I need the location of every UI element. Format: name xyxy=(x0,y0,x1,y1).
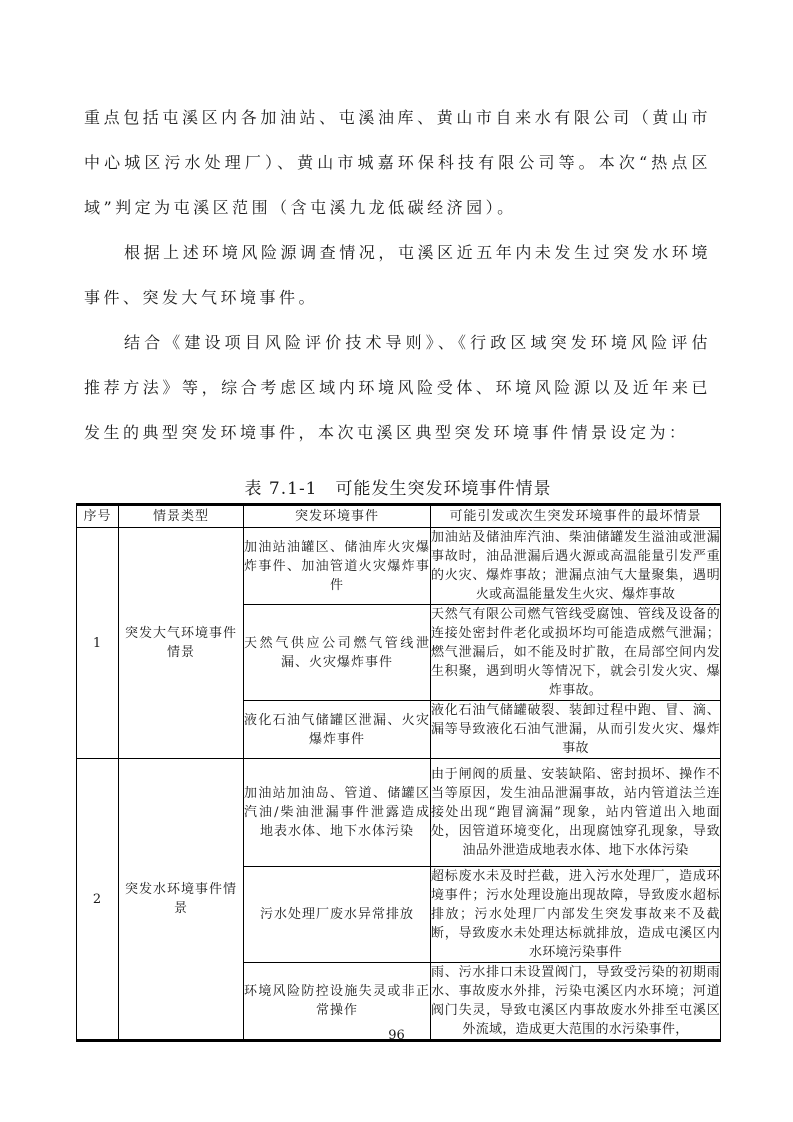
worst-case-cell: 天然气有限公司燃气管线受腐蚀、管线及设备的连接处密封件老化或损坏均可能造成燃气泄漏； 燃气泄漏后，如不能及时扩散，在局部空间内发生积聚，遇到明火等情况下，就会引发火灾、爆炸事故。 xyxy=(431,605,721,701)
worst-case-cell: 雨、污水排口未设置阀门，导致受污染的初期雨水、事故废水外排，污染屯溪区内水环境；河道阀门失灵，导致屯溪区内事故废水外排至屯溪区外流域，造成更大范围的水污染事件， xyxy=(431,963,721,1041)
header-worst-case: 可能引发或次生突发环境事件的最坏情景 xyxy=(431,505,721,528)
event-cell: 加油站加油岛、管道、储罐区汽油/柴油泄漏事件泄露造成地表水体、地下水体污染 xyxy=(244,759,431,867)
table-row xyxy=(77,759,721,867)
worst-case-cell: 液化石油气储罐破裂、装卸过程中跑、冒、滴、漏等导致液化石油气泄漏，从而引发火灾、爆炸事故 xyxy=(431,701,721,759)
table-caption: 表 7.1-1 可能发生突发环境事件情景 xyxy=(244,479,552,499)
header-event: 突发环境事件 xyxy=(244,505,431,528)
event-cell: 环境风险防控设施失灵或非正常操作 xyxy=(244,963,431,1041)
row-index-1: 1 xyxy=(77,528,119,759)
header-index: 序号 xyxy=(77,505,119,528)
category-water-scenario: 突发水环境事件情景 xyxy=(119,759,244,1041)
scenario-table xyxy=(76,503,721,1042)
paragraph-1: 重点包括屯溪区内各加油站、屯溪油库、黄山市自来水有限公司（黄山市中心城区污水处理厂）、黄山市城嘉环保科技有限公司等。本次“热点区域”判定为屯溪区范围（含屯溪九龙低碳经济园）。 xyxy=(84,108,711,217)
event-cell: 天然气供应公司燃气管线泄漏、火灾爆炸事件 xyxy=(244,605,431,701)
row-index-2: 2 xyxy=(77,759,119,1041)
page-number: 96 xyxy=(388,1028,405,1043)
worst-case-cell: 加油站及储油库汽油、柴油储罐发生溢油或泄漏事故时，油品泄漏后遇火源或高温能量引发严重的火灾、爆炸事故；泄漏点油气大量聚集，遇明火或高温能量发生火灾、爆炸事故 xyxy=(431,528,721,605)
table-row xyxy=(77,528,721,605)
paragraph-3: 结合《建设项目风险评价技术导则》、《行政区域突发环境风险评估推荐方法》等，综合考虑区域内环境风险受体、环境风险源以及近年来已发生的典型突发环境事件，本次屯溪区典型突发环境事件情景设定为： xyxy=(84,333,711,442)
category-air-scenario: 突发大气环境事件情景 xyxy=(119,528,244,759)
paragraph-2: 根据上述环境风险源调查情况，屯溪区近五年内未发生过突发水环境事件、突发大气环境事件。 xyxy=(84,243,711,307)
event-cell: 液化石油气储罐区泄漏、火灾爆炸事件 xyxy=(244,701,431,759)
event-cell: 污水处理厂废水异常排放 xyxy=(244,867,431,963)
header-category: 情景类型 xyxy=(119,505,244,528)
worst-case-cell: 由于闸阀的质量、安装缺陷、密封损坏、操作不当等原因，发生油品泄漏事故，站内管道法兰连接处出现“跑冒滴漏”现象，站内管道出入地面处，因管道环境变化，出现腐蚀穿孔现象，导致油品外泄造成地表水体、地下水体污染 xyxy=(431,759,721,867)
worst-case-cell: 超标废水未及时拦截，进入污水处理厂，造成环境事件；污水处理设施出现故障，导致废水超标排放；污水处理厂内部发生突发事故来不及截断，导致废水未处理达标就排放，造成屯溪区内水环境污染事件 xyxy=(431,867,721,963)
event-cell: 加油站油罐区、储油库火灾爆炸事件、加油管道火灾爆炸事件 xyxy=(244,528,431,605)
body-text xyxy=(84,95,711,475)
table-header-row xyxy=(77,505,721,528)
